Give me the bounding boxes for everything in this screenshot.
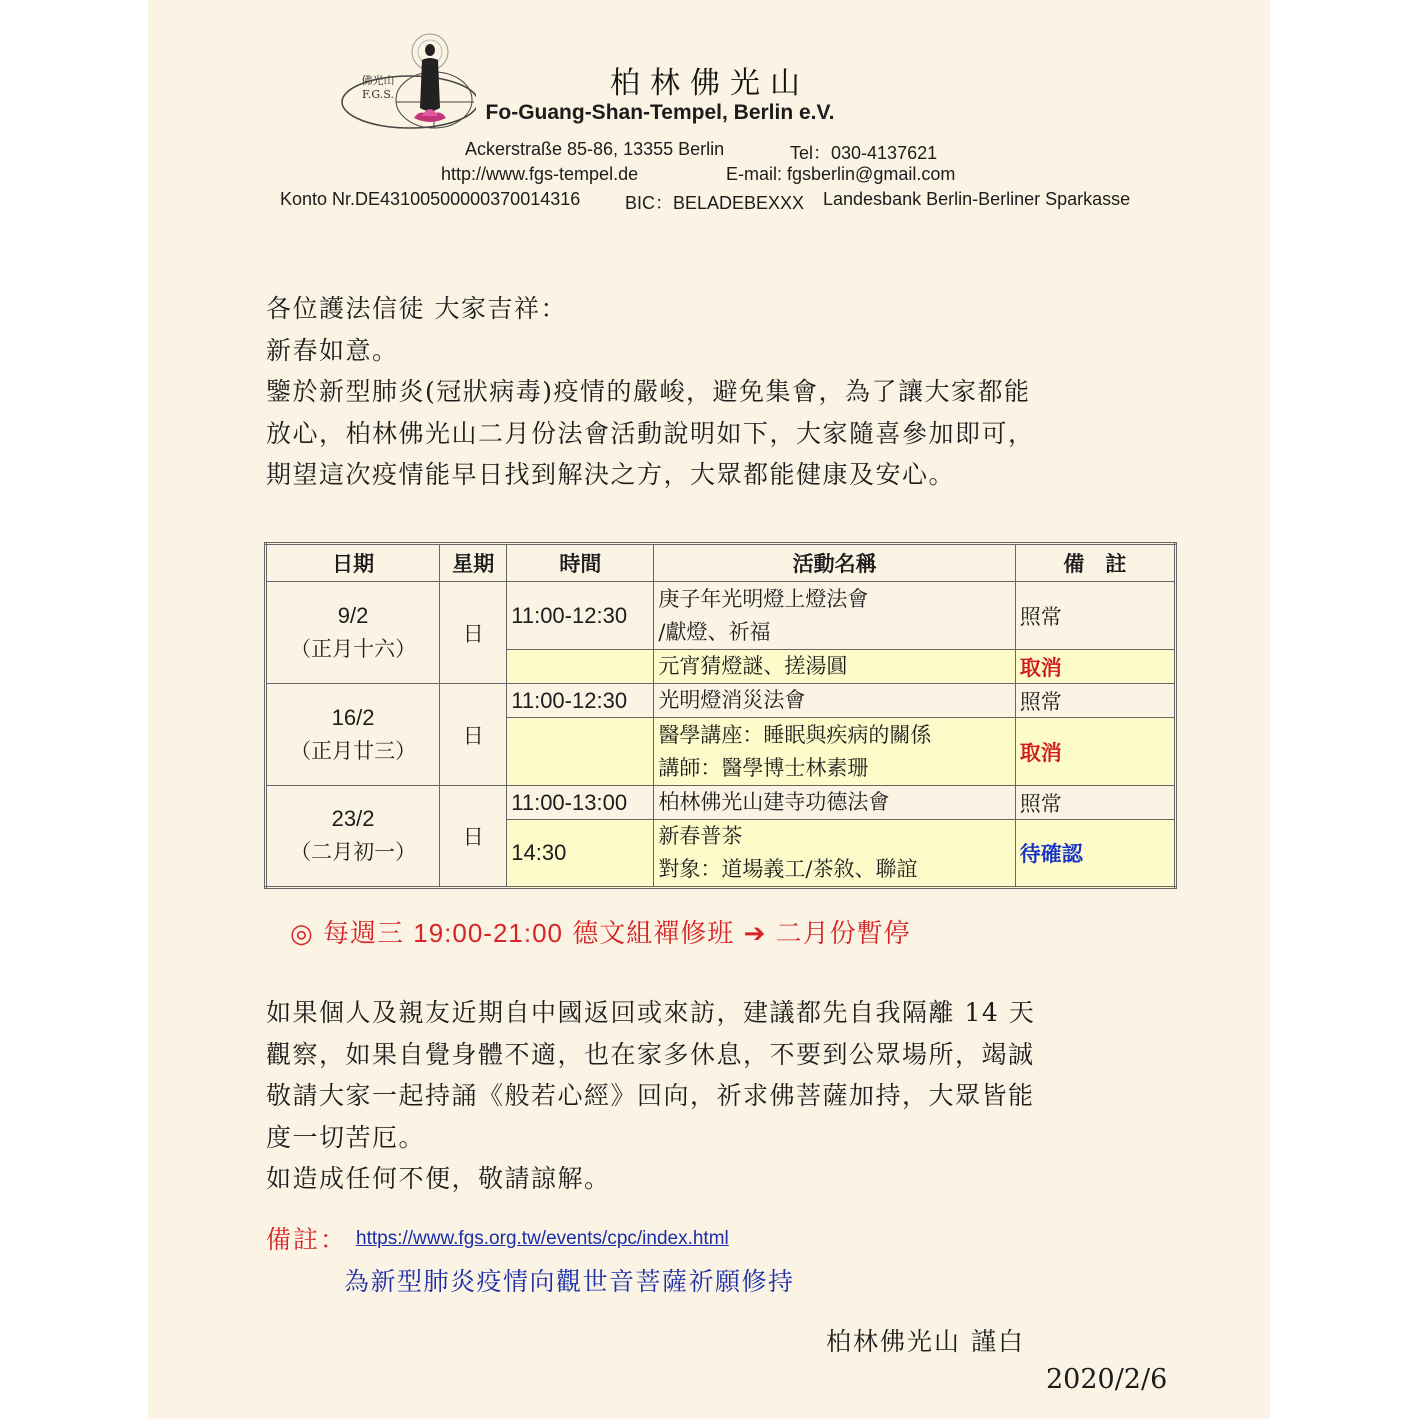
advice-line: 如果個人及親友近期自中國返回或來訪，建議都先自我隔離 14 天 [266, 998, 1036, 1027]
date-solar: 23/2 [331, 806, 375, 831]
date-cell [266, 582, 440, 684]
table-row [266, 786, 1176, 820]
time-cell [507, 650, 654, 684]
greeting: 各位護法信徒 大家吉祥： [266, 294, 567, 323]
activity-line: 醫學講座：睡眠與疾病的關係 [658, 722, 932, 747]
bank-account: Konto Nr.DE43100500000370014316 [280, 189, 581, 209]
notice-weekday: 每週三 [322, 919, 404, 949]
notice-class: 德文組禪修班 [572, 919, 735, 949]
status-cancelled: 取消 [1015, 718, 1175, 786]
header-time: 時間 [507, 544, 654, 582]
remark-link[interactable]: https://www.fgs.org.tw/events/cpc/index.html [356, 1228, 729, 1249]
activity-cell [654, 582, 1015, 650]
new-year-wish: 新春如意。 [266, 335, 399, 365]
activity-cell [654, 718, 1015, 786]
weekly-class-notice [290, 913, 911, 950]
org-name-de: Fo-Guang-Shan-Tempel, Berlin e.V. [485, 101, 835, 124]
prayer-text: 為新型肺炎疫情向觀世音菩薩祈願修持 [344, 1267, 795, 1296]
logo-caption [350, 74, 406, 102]
letter-date: 2020/2/6 [1046, 1364, 1168, 1395]
activity-line: 新春普茶 [658, 824, 743, 848]
logo-text-zh: 佛光山 [361, 74, 395, 87]
email-link[interactable]: E-mail: fgsberlin@gmail.com [726, 164, 956, 184]
header-weekday: 星期 [440, 544, 507, 582]
activity-line: 講師：醫學博士林素珊 [658, 755, 869, 780]
weekday-cell: 日 [440, 582, 507, 684]
activity-cell [654, 650, 1015, 684]
date-cell [266, 786, 440, 888]
header-note: 備 註 [1015, 544, 1175, 582]
bic-code: BIC：BELADEBEXXX [625, 193, 805, 213]
activity-line: 庚子年光明燈上燈法會 [658, 586, 869, 611]
note-cell: 照常 [1015, 582, 1175, 650]
weekday-cell: 日 [440, 786, 507, 888]
intro-line: 鑒於新型肺炎(冠狀病毒)疫情的嚴峻，避免集會，為了讓大家都能 [266, 377, 1031, 406]
header-date: 日期 [266, 544, 440, 582]
time-cell: 11:00-13:00 [507, 786, 654, 820]
time-cell: 11:00-12:30 [507, 582, 654, 650]
activity-cell [654, 820, 1015, 888]
notice-status: 二月份暫停 [775, 919, 911, 949]
time-cell: 11:00-12:30 [507, 684, 654, 718]
schedule-table [264, 542, 1177, 889]
advice-line: 觀察，如果自覺身體不適，也在家多休息，不要到公眾場所，竭誠 [266, 1039, 1035, 1069]
activity-cell [654, 786, 1015, 820]
status-pending: 待確認 [1015, 820, 1175, 888]
time-cell: 14:30 [507, 820, 654, 888]
note-cell: 照常 [1015, 786, 1175, 820]
date-lunar: （正月廿三） [290, 738, 417, 763]
logo-text-en: F.G.S. [362, 88, 394, 101]
activity-line: 柏林佛光山建寺功德法會 [658, 790, 890, 814]
intro-line: 期望這次疫情能早日找到解決之方，大眾都能健康及安心。 [266, 460, 956, 489]
letter-intro [266, 288, 1146, 496]
signature: 柏林佛光山 謹白 [826, 1327, 1025, 1356]
advice-line: 如造成任何不便，敬請諒解。 [266, 1164, 611, 1193]
advice-line: 敬請大家一起持誦《般若心經》回向，祈求佛菩薩加持，大眾皆能 [266, 1081, 1035, 1110]
activity-line: 對象：道場義工/茶敘、聯誼 [658, 857, 918, 881]
header-activity: 活動名稱 [654, 544, 1015, 582]
date-lunar: （正月十六） [290, 636, 417, 661]
date-lunar: （二月初一） [290, 840, 417, 864]
note-cell: 照常 [1015, 684, 1175, 718]
weekday-cell: 日 [440, 684, 507, 786]
activity-line: 光明燈消災法會 [658, 688, 806, 712]
advice-paragraph [266, 992, 1146, 1200]
org-name-zh: 柏林佛光山 [610, 66, 810, 101]
address: Ackerstraße 85-86, 13355 Berlin [465, 139, 725, 159]
status-cancelled: 取消 [1015, 650, 1175, 684]
table-row [266, 582, 1176, 650]
table-header-row [266, 544, 1176, 582]
telephone: Tel：030-4137621 [790, 143, 938, 163]
bullet-icon: ◎ [290, 919, 314, 949]
intro-line: 放心，柏林佛光山二月份法會活動說明如下，大家隨喜參加即可， [266, 418, 1035, 448]
remark-label: 備註： [266, 1225, 348, 1254]
time-cell [507, 718, 654, 786]
arrow-right-icon: ➔ [743, 919, 767, 949]
notice-time: 19:00-21:00 [413, 918, 564, 948]
table-row [266, 684, 1176, 718]
activity-cell [654, 684, 1015, 718]
date-solar: 16/2 [331, 704, 375, 730]
advice-line: 度一切苦厄。 [266, 1122, 426, 1152]
bank-name: Landesbank Berlin-Berliner Sparkasse [823, 189, 1131, 209]
website-link[interactable]: http://www.fgs-tempel.de [441, 164, 639, 184]
activity-line: /獻燈、祈福 [658, 619, 771, 644]
date-solar: 9/2 [337, 602, 369, 628]
date-cell [266, 684, 440, 786]
activity-line: 元宵猜燈謎、搓湯圓 [658, 654, 848, 678]
